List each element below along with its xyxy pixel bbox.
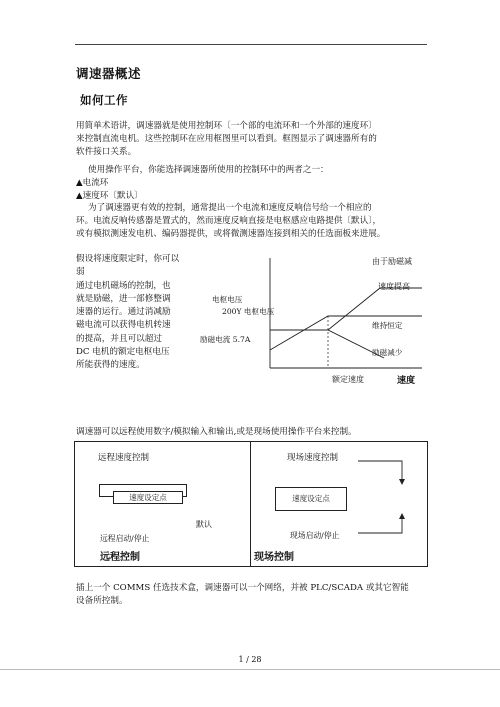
local-setpoint-label: 速度设定点 xyxy=(292,494,330,503)
graph-label-field-reduce: 由于励磁减 xyxy=(372,257,412,266)
text-line: 磁电流可以获得电机转速 xyxy=(76,320,171,331)
arrow-line-top xyxy=(358,461,402,481)
remote-setpoint-box xyxy=(113,491,183,504)
text-line: 弱 xyxy=(76,267,85,278)
paragraph-5 xyxy=(76,582,409,608)
arrow-line-bottom xyxy=(358,517,402,533)
graph-label-rated-speed: 额定速度 xyxy=(332,375,364,384)
text-line: 所能获得的速度。 xyxy=(76,360,145,371)
remote-start-stop-label: 远程启动/停止 xyxy=(100,534,150,543)
figure-divider xyxy=(250,442,251,566)
arrow-down-icon xyxy=(399,479,405,485)
paragraph-3 xyxy=(76,202,385,242)
header-rule xyxy=(75,44,427,45)
paragraph-1 xyxy=(76,120,377,160)
remote-control-label: 远程控制 xyxy=(100,552,140,563)
local-control-arrows xyxy=(270,455,420,535)
remote-setpoint-label: 速度设定点 xyxy=(129,493,167,502)
paragraph-4: 调速器可以远程使用数字/模拟输入和输出,或是现场使用操作平台来控制。 xyxy=(76,427,357,437)
text-line: 假设将速度限定时，你可以 xyxy=(76,254,180,264)
paragraph-line: 设备所控制。 xyxy=(76,596,128,607)
text-line: DC 电机的额定电枢电压 xyxy=(76,347,170,358)
bullet-current-loop: ▲电流环 xyxy=(76,178,109,188)
field-weakening-text xyxy=(76,253,179,373)
text-line: 通过电机磁场的控制，也 xyxy=(76,280,171,291)
page-title: 调速器概述 xyxy=(76,66,142,81)
paragraph-line: 插上一个 COMMS 任选技术盒，调速器可以一个网络，并被 PLC/SCADA 或其它智能 xyxy=(76,583,409,593)
remote-speed-control-label: 远程速度控制 xyxy=(98,453,150,463)
paragraph-line: 为了调速器更有效的控制，通常提出一个电流和速度反响信号给一个相应的 xyxy=(88,203,372,213)
section-heading: 如何工作 xyxy=(80,93,128,107)
field-current-curve xyxy=(270,330,384,358)
paragraph-line: 或有模拟测速发电机、编码器提供，或将微测速器连接到相关的任选面板来进展。 xyxy=(76,229,386,240)
paragraph-line: 来控制直流电机。这些控制环在应用框图里可以看到。框图显示了调速器所有的 xyxy=(76,134,377,145)
graph-label-field-current: 励磁电流 5.7A xyxy=(200,335,251,344)
graph-label-speed-up: 速度提高 xyxy=(378,282,410,291)
default-label: 默认 xyxy=(196,520,212,529)
bullet-speed-loop: ▲速度环〔默认〕 xyxy=(76,191,143,201)
text-line: 速器的运行。通过消减励 xyxy=(76,307,171,318)
graph-label-200v: 200Y 电枢电压 xyxy=(222,307,275,316)
paragraph-line: 用简单术语讲，调速器就是使用控制环〔一个部的电流环和一个外部的速度环〕 xyxy=(76,121,377,131)
graph-label-constant: 维持恒定 xyxy=(372,321,403,330)
local-speed-control-label: 现场速度控制 xyxy=(287,453,339,463)
graph-label-armature-voltage: 电枢电压 xyxy=(212,295,243,304)
paragraph-line: 环。电流反响传感器是置式的，然而速度反响直接是电枢感应电路提供〔默认〕， xyxy=(76,216,382,227)
page-number: 1 / 28 xyxy=(238,655,262,664)
arrow-up-icon xyxy=(399,513,405,519)
text-line: 的提高，并且可以超过 xyxy=(76,333,162,344)
text-line: 就是励磁，进一部修整调 xyxy=(76,293,171,304)
footer-rule xyxy=(0,669,500,670)
local-control-label: 现场控制 xyxy=(254,552,294,563)
paragraph-2: 使用操作平台，你能选择调速器所使用的控制环中的两者之一： xyxy=(88,165,329,175)
paragraph-line: 软件接口关系。 xyxy=(76,147,137,158)
graph-label-speed: 速度 xyxy=(397,376,416,386)
graph-label-field-decrease: 励磁减少 xyxy=(372,348,403,357)
local-start-stop-label: 现场启动/停止 xyxy=(290,531,340,540)
